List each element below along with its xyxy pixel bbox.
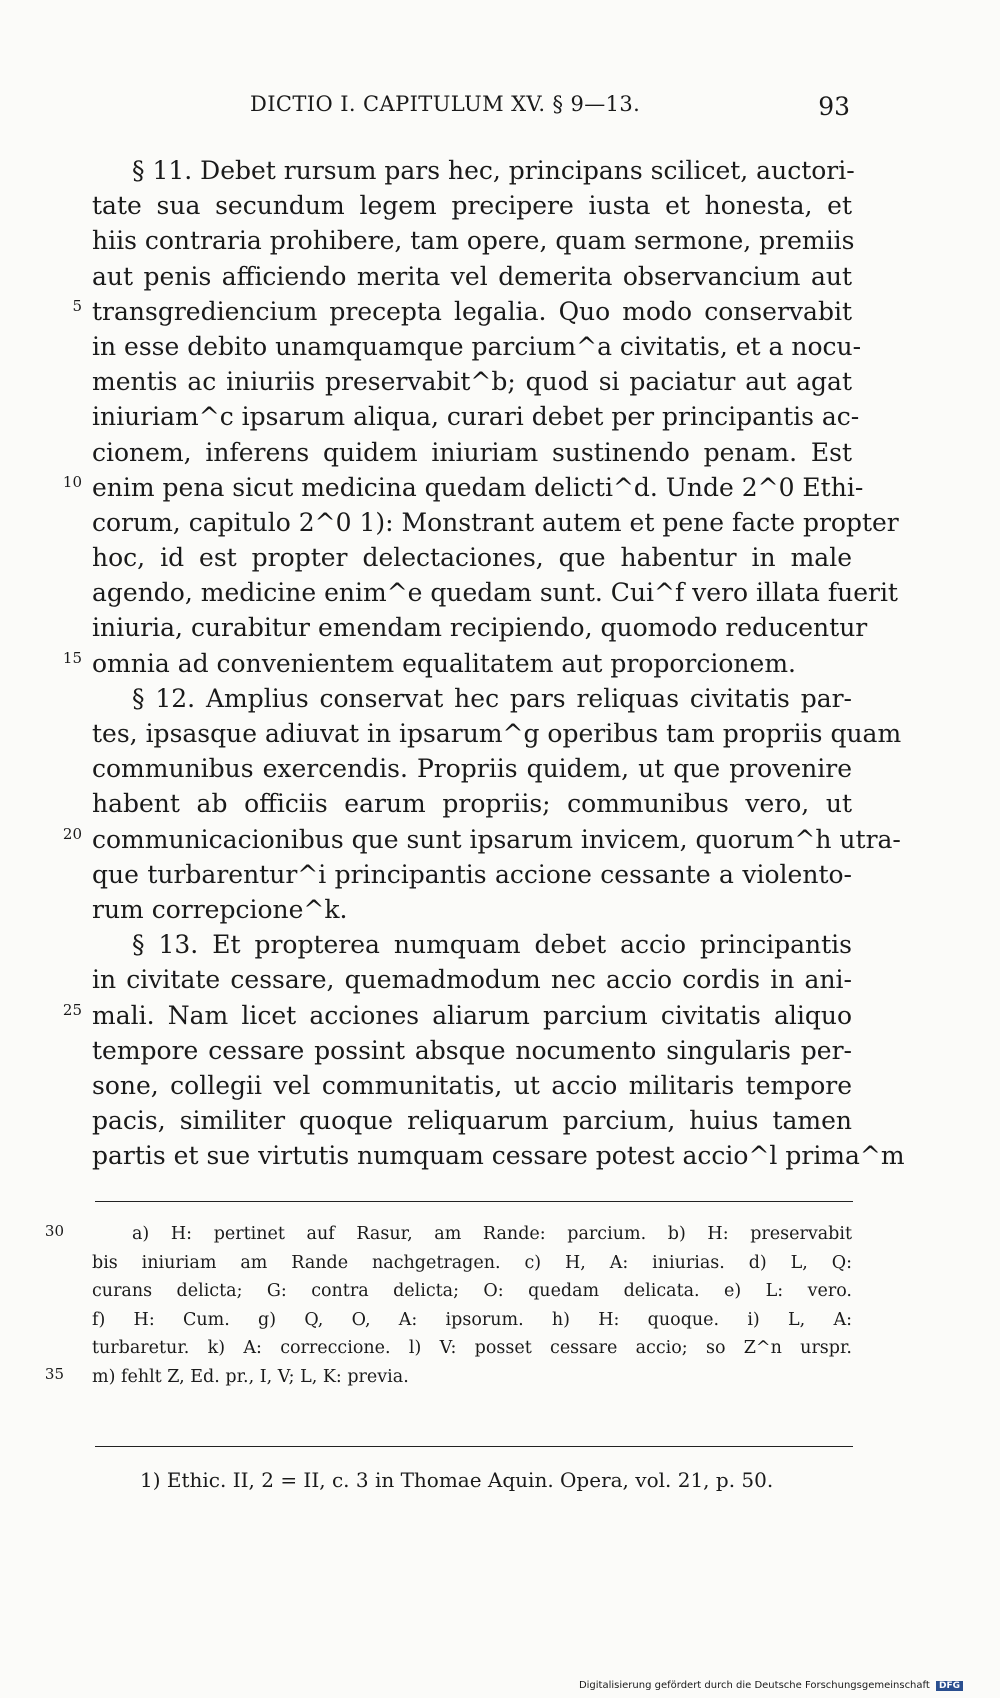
- line-number: 10: [62, 472, 82, 491]
- apparatus-line: turbaretur. k) A: correccione. l) V: posset cessare accio; so Z^n urspr.: [92, 1338, 852, 1358]
- text-line: 10 enim pena sicut medicina quedam delicti^d. Unde 2^0 Ethi-: [92, 470, 852, 505]
- text-line: in esse debito unamquamque parcium^a civitatis, et a nocu-: [92, 331, 862, 361]
- text-line: tes, ipsasque adiuvat in ipsarum^g operibus tam propriis quam: [92, 719, 902, 748]
- page-number: 93: [818, 92, 850, 121]
- text-line: rum correpcione^k.: [92, 894, 348, 924]
- text-line: aut penis afficiendo merita vel demerita observancium aut: [92, 261, 852, 291]
- digitization-credit: [579, 1680, 963, 1691]
- text-line: cionem, inferens quidem iniuriam sustinendo penam. Est: [92, 437, 852, 467]
- line-number: 25: [62, 1000, 82, 1019]
- text-line: 20 communicacionibus que sunt ipsarum invicem, quorum^h utra-: [92, 822, 852, 857]
- apparatus-line: 35 m) fehlt Z, Ed. pr., I, V; L, K: previa.: [92, 1363, 852, 1392]
- text-line: tate sua secundum legem precipere iusta et honesta, et: [92, 191, 852, 221]
- text-line: 5 transgrediencium precepta legalia. Quo modo conservabit: [92, 294, 852, 329]
- apparatus-line: curans delicta; G: contra delicta; O: quedam delicata. e) L: vero.: [92, 1281, 852, 1301]
- text-line: sone, collegii vel communitatis, ut accio militaris tempore: [92, 1070, 852, 1100]
- text-line: § 13. Et propterea numquam debet accio principantis: [132, 930, 852, 960]
- page-header: [250, 92, 850, 126]
- text-line: habent ab officiis earum propriis; communibus vero, ut: [92, 789, 852, 819]
- credit-text: Digitalisierung gefördert durch die Deutsche Forschungsgemeinschaft: [578, 1680, 930, 1691]
- text-line: corum, capitulo 2^0 1): Monstrant autem et pene facte propter: [92, 507, 899, 537]
- line-number: 30: [44, 1222, 64, 1240]
- dfg-logo: DFG: [936, 1681, 963, 1691]
- apparatus-line: f) H: Cum. g) Q, O, A: ipsorum. h) H: quoque. i) L, A:: [92, 1309, 852, 1330]
- text-line: agendo, medicine enim^e quedam sunt. Cui^f vero illata fuerit: [92, 578, 898, 608]
- line-number: 20: [62, 824, 82, 843]
- text-line: § 11. Debet rursum pars hec, principans scilicet, auctori-: [132, 156, 855, 185]
- running-title: DICTIO I. CAPITULUM XV. § 9—13.: [250, 92, 641, 116]
- text-line: hiis contraria prohibere, tam opere, quam sermone, premiis: [92, 226, 855, 256]
- footnote-divider: [95, 1201, 853, 1202]
- text-line: in civitate cessare, quemadmodum nec accio cordis in ani-: [92, 965, 852, 995]
- text-line: tempore cessare possint absque nocumento singularis per-: [92, 1035, 852, 1065]
- apparatus-line: 30 a) H: pertinet auf Rasur, am Rande: parcium. b) H: preservabit: [92, 1220, 852, 1249]
- main-text: [62, 153, 905, 1173]
- text-line: 15 omnia ad convenientem equalitatem aut proporcionem.: [92, 646, 852, 681]
- text-line: iniuria, curabitur emendam recipiendo, quomodo reducentur: [92, 613, 868, 643]
- reference-divider: [95, 1446, 853, 1447]
- text-line: 25 mali. Nam licet acciones aliarum parcium civitatis aliquo: [92, 998, 852, 1033]
- text-line: partis et sue virtutis numquam cessare potest accio^l prima^m: [92, 1141, 905, 1171]
- text-line: que turbarentur^i principantis accione cessante a violento-: [92, 859, 852, 889]
- apparatus-line: bis iniuriam am Rande nachgetragen. c) H, A: iniurias. d) L, Q:: [92, 1252, 852, 1273]
- text-line: hoc, id est propter delectaciones, que habentur in male: [92, 543, 852, 573]
- line-number: 15: [62, 648, 82, 667]
- text-line: iniuriam^c ipsarum aliqua, curari debet per principantis ac-: [92, 402, 860, 432]
- critical-apparatus: [44, 1220, 852, 1391]
- line-number: 35: [44, 1364, 64, 1383]
- text-line: § 12. Amplius conservat hec pars reliquas civitatis par-: [132, 683, 852, 713]
- source-reference: 1) Ethic. II, 2 = II, c. 3 in Thomae Aquin. Opera, vol. 21, p. 50.: [140, 1468, 774, 1492]
- text-line: mentis ac iniuriis preservabit^b; quod si paciatur aut agat: [92, 367, 852, 397]
- text-line: pacis, similiter quoque reliquarum parcium, huius tamen: [92, 1106, 852, 1136]
- text-line: communibus exercendis. Propriis quidem, ut que provenire: [92, 754, 852, 784]
- line-number: 5: [72, 296, 82, 315]
